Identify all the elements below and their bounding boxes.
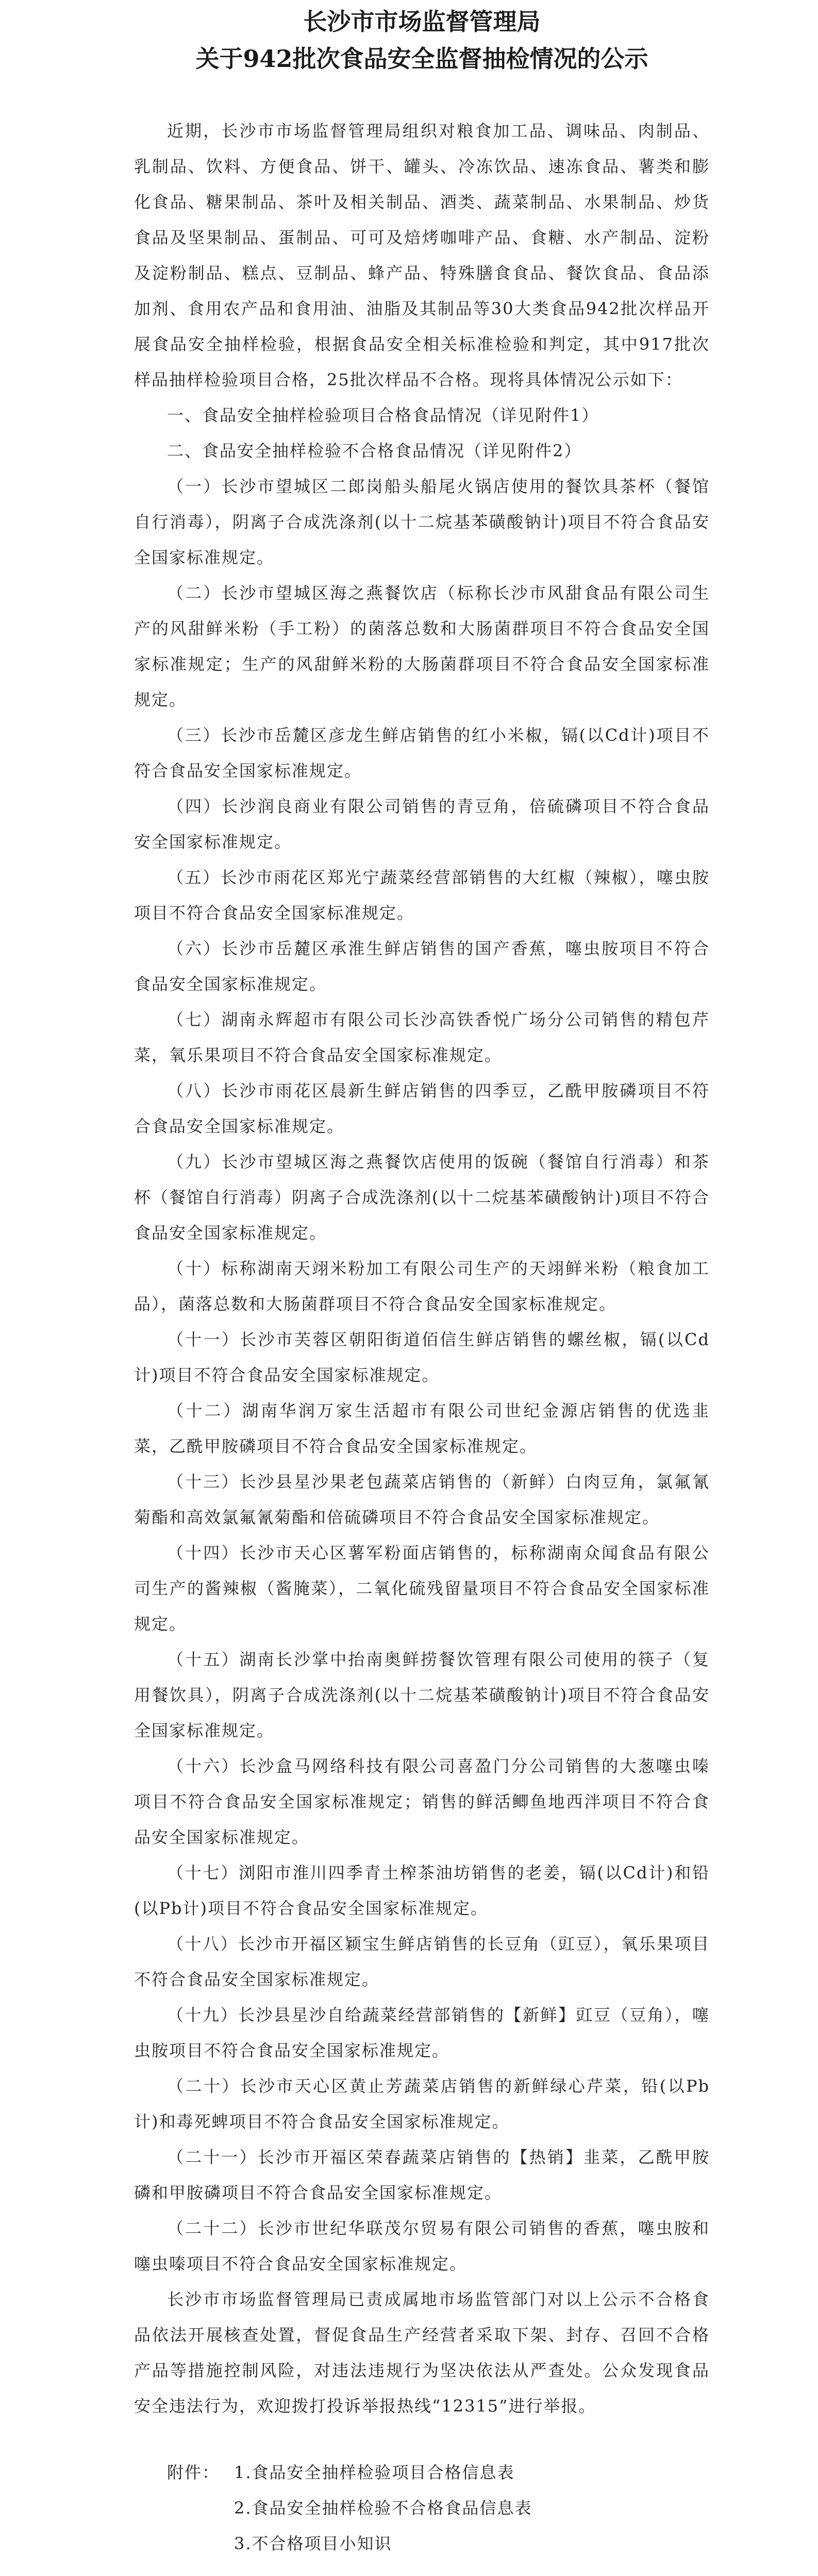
- unqualified-item: （四）长沙润良商业有限公司销售的青豆角，倍硫磷项目不符合食品安全国家标准规定。: [134, 796, 710, 852]
- closing-paragraph: 长沙市市场监督管理局已责成属地市场监管部门对以上公示不合格食品依法开展核查处置，督促食品生产经营者采取下架、封存、召回不合格产品等措施控制风险，对违法违规行为坚决依法从严查处。公众发现食品安全违法行为，欢迎拨打投诉举报热线“12315”进行举报。: [134, 2290, 710, 2416]
- unqualified-item: （十二）湖南华润万家生活超市有限公司世纪金源店销售的优选韭菜，乙酰甲胺磷项目不符合食品安全国家标准规定。: [134, 1401, 710, 1456]
- unqualified-item: （二十）长沙市天心区黄止芳蔬菜店销售的新鲜绿心芹菜，铅(以Pb计)和毒死蜱项目不符合食品安全国家标准规定。: [134, 2076, 710, 2131]
- unqualified-item: （七）湖南永辉超市有限公司长沙高铁香悦广场分公司销售的精包芹菜，氧乐果项目不符合食品安全国家标准规定。: [134, 1010, 710, 1065]
- unqualified-item: （六）长沙市岳麓区承淮生鲜店销售的国产香蕉，噻虫胺项目不符合食品安全国家标准规定。: [134, 939, 710, 994]
- notice-body: [134, 113, 710, 2424]
- unqualified-item: （二）长沙市望城区海之燕餐饮店（标称长沙市风甜食品有限公司生产的风甜鲜米粉（手工粉）的菌落总数和大肠菌群项目不符合食品安全国家标准规定；生产的风甜鲜米粉的大肠菌群项目不符合食品安全国家标准规定。: [134, 583, 710, 709]
- unqualified-item: （十一）长沙市芙蓉区朝阳街道佰信生鲜店销售的螺丝椒，镉(以Cd计)项目不符合食品安全国家标准规定。: [134, 1330, 710, 1385]
- unqualified-item: （八）长沙市雨花区晨新生鲜店销售的四季豆，乙酰甲胺磷项目不符合食品安全国家标准规定。: [134, 1081, 710, 1136]
- unqualified-item: （九）长沙市望城区海之燕餐饮店使用的饭碗（餐馆自行消毒）和茶杯（餐馆自行消毒）阴离子合成洗涤剂(以十二烷基苯磺酸钠计)项目不符合食品安全国家标准规定。: [134, 1152, 710, 1243]
- attachment-link-1[interactable]: 1.食品安全抽样检验项目合格信息表: [234, 2463, 515, 2482]
- section-qualified: 一、食品安全抽样检验项目合格食品情况（详见附件1）: [167, 405, 599, 425]
- unqualified-item: （十四）长沙市天心区薯军粉面店销售的，标称湖南众闻食品有限公司生产的酱辣椒（酱腌菜），二氧化硫残留量项目不符合食品安全国家标准规定。: [134, 1543, 710, 1634]
- unqualified-item: （十）标称湖南天翊米粉加工有限公司生产的天翊鲜米粉（粮食加工品），菌落总数和大肠菌群项目不符合食品安全国家标准规定。: [134, 1259, 710, 1314]
- unqualified-item: （三）长沙市岳麓区彦龙生鲜店销售的红小米椒，镉(以Cd计)项目不符合食品安全国家标准规定。: [134, 725, 710, 781]
- section-unqualified: 二、食品安全抽样检验不合格食品情况（详见附件2）: [167, 441, 582, 461]
- title-line-2: 关于942批次食品安全监督抽检情况的公示: [195, 45, 648, 73]
- unqualified-item: （十七）浏阳市淮川四季青土榨茶油坊销售的老姜，镉(以Cd计)和铅(以Pb计)项目不符合食品安全国家标准规定。: [134, 1863, 710, 1918]
- unqualified-item: （十五）湖南长沙掌中抬南奥鲜捞餐饮管理有限公司使用的筷子（复用餐饮具），阴离子合成洗涤剂(以十二烷基苯磺酸钠计)项目不符合食品安全国家标准规定。: [134, 1650, 710, 1740]
- unqualified-item: （十九）长沙县星沙自给蔬菜经营部销售的【新鲜】豇豆（豆角），噻虫胺项目不符合食品安全国家标准规定。: [134, 2005, 710, 2060]
- unqualified-item: （十八）长沙市开福区颖宝生鲜店销售的长豆角（豇豆），氧乐果项目不符合食品安全国家标准规定。: [134, 1934, 710, 1989]
- unqualified-item: （二十一）长沙市开福区荣春蔬菜店销售的【热销】韭菜，乙酰甲胺磷和甲胺磷项目不符合食品安全国家标准规定。: [134, 2147, 710, 2202]
- intro-paragraph: 近期，长沙市市场监督管理局组织对粮食加工品、调味品、肉制品、乳制品、饮料、方便食品、饼干、罐头、冷冻饮品、速冻食品、薯类和膨化食品、糖果制品、茶叶及相关制品、酒类、蔬菜制品、水果制品、炒货食品及坚果制品、蛋制品、可可及焙烤咖啡产品、食糖、水产制品、淀粉及淀粉制品、糕点、豆制品、蜂产品、特殊膳食食品、餐饮食品、食品添加剂、食用农产品和食用油、油脂及其制品等30大类食品942批次样品开展食品安全抽样检验，根据食品安全相关标准检验和判定，其中917批次样品抽样检验项目合格，25批次样品不合格。现将具体情况公示如下：: [134, 121, 710, 389]
- unqualified-item: （二十二）长沙市世纪华联茂尔贸易有限公司销售的香蕉，噻虫胺和噻虫嗪项目不符合食品安全国家标准规定。: [134, 2218, 710, 2274]
- title-line-1: 长沙市市场监督管理局: [303, 8, 541, 36]
- title-block: [134, 0, 710, 77]
- attachments-label: 附件：: [167, 2463, 220, 2482]
- unqualified-item: （十六）长沙盒马网络科技有限公司喜盈门分公司销售的大葱噻虫嗪项目不符合食品安全国家标准规定；销售的鲜活鲫鱼地西泮项目不符合食品安全国家标准规定。: [134, 1756, 710, 1847]
- unqualified-item: （五）长沙市雨花区郑光宁蔬菜经营部销售的大红椒（辣椒），噻虫胺项目不符合食品安全国家标准规定。: [134, 868, 710, 923]
- attachments-section: [134, 2455, 710, 2562]
- attachment-link-3[interactable]: 3.不合格项目小知识: [234, 2534, 392, 2553]
- unqualified-item: （十三）长沙县星沙果老包蔬菜店销售的（新鲜）白肉豆角，氯氟氰菊酯和高效氯氟氰菊酯和倍硫磷项目不符合食品安全国家标准规定。: [134, 1472, 710, 1527]
- unqualified-item: （一）长沙市望城区二郎岗船头船尾火锅店使用的餐饮具茶杯（餐馆自行消毒），阴离子合成洗涤剂(以十二烷基苯磺酸钠计)项目不符合食品安全国家标准规定。: [134, 477, 710, 567]
- attachment-link-2[interactable]: 2.食品安全抽样检验不合格食品信息表: [234, 2498, 532, 2518]
